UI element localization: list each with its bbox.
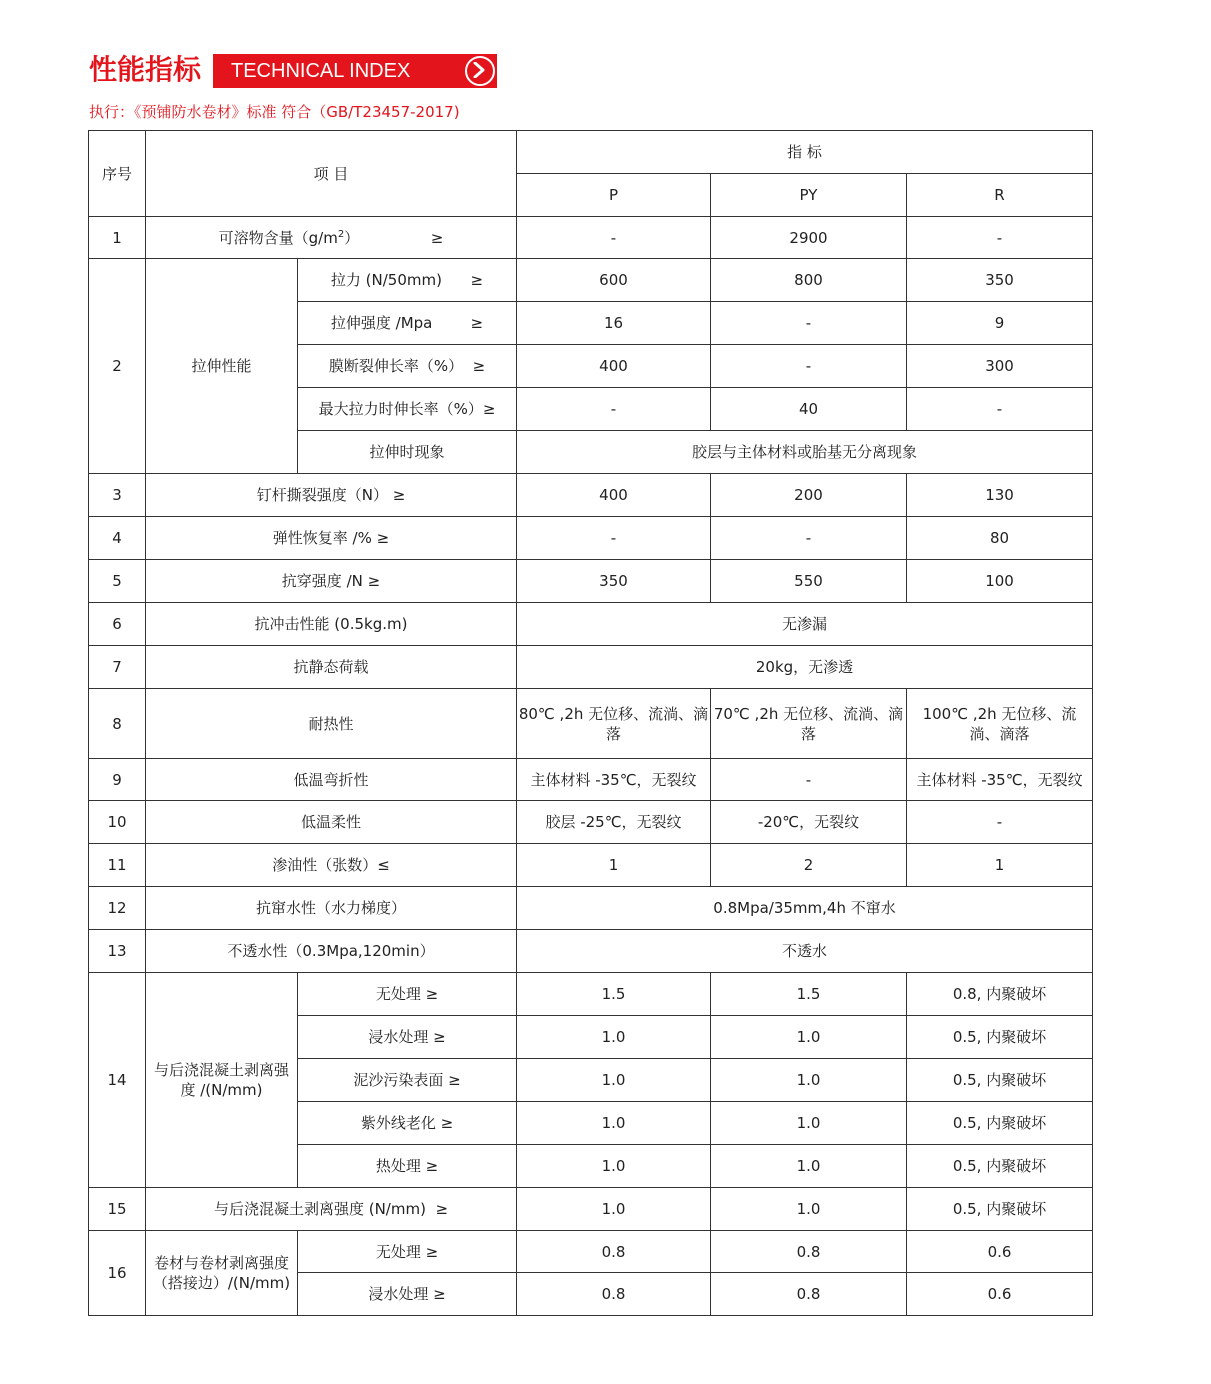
row-subitem: 浸水处理 ≥ [298, 1016, 517, 1059]
value-p: 1.0 [517, 1016, 711, 1059]
row-number: 6 [89, 603, 146, 646]
row-item: 低温柔性 [146, 801, 517, 844]
value-py: 1.5 [711, 973, 907, 1016]
chevron-right-icon[interactable] [465, 56, 495, 86]
value-py: 0.8 [711, 1273, 907, 1316]
header-p: P [517, 174, 711, 217]
row-group: 拉伸性能 [146, 259, 298, 474]
value-merged: 胶层与主体材料或胎基无分离现象 [517, 431, 1093, 474]
row-number: 16 [89, 1231, 146, 1316]
row-item: 耐热性 [146, 689, 517, 759]
value-merged: 无渗漏 [517, 603, 1093, 646]
row-item: 渗油性（张数）≤ [146, 844, 517, 887]
table-row [89, 560, 1093, 603]
chevron-right-icon-glyph [472, 62, 486, 78]
table-row [89, 1231, 1093, 1273]
row-item-tail: ） ≥ [344, 228, 444, 247]
row-subitem: 热处理 ≥ [298, 1145, 517, 1188]
table-row [89, 603, 1093, 646]
row-number: 2 [89, 259, 146, 474]
row-number: 11 [89, 844, 146, 887]
row-subitem: 拉伸时现象 [298, 431, 517, 474]
value-r: 300 [907, 345, 1093, 388]
value-p: 1.0 [517, 1188, 711, 1231]
page-title: 性能指标 [89, 53, 202, 86]
title-banner [213, 54, 497, 88]
row-number: 12 [89, 887, 146, 930]
value-p: 1 [517, 844, 711, 887]
table-row [89, 930, 1093, 973]
row-item: 抗静态荷载 [146, 646, 517, 689]
value-p: 16 [517, 302, 711, 345]
value-r: 80 [907, 517, 1093, 560]
value-r: - [907, 801, 1093, 844]
value-py: 1.0 [711, 1188, 907, 1231]
value-py: 40 [711, 388, 907, 431]
value-p: - [517, 517, 711, 560]
value-r: 主体材料 -35℃，无裂纹 [907, 759, 1093, 801]
value-p: 400 [517, 474, 711, 517]
table-row [89, 474, 1093, 517]
table-row [89, 887, 1093, 930]
row-subitem: 浸水处理 ≥ [298, 1273, 517, 1316]
value-py: - [711, 345, 907, 388]
row-subitem: 拉力 (N/50mm) ≥ [298, 259, 517, 302]
row-item-superscript: 2 [337, 228, 345, 240]
row-item: 抗穿强度 /N ≥ [146, 560, 517, 603]
value-p: 胶层 -25℃，无裂纹 [517, 801, 711, 844]
value-py: 2 [711, 844, 907, 887]
table-row [89, 259, 1093, 302]
value-py: - [711, 517, 907, 560]
value-py: 800 [711, 259, 907, 302]
value-p: 350 [517, 560, 711, 603]
technical-index-table [88, 130, 1093, 1316]
row-subitem: 泥沙污染表面 ≥ [298, 1059, 517, 1102]
value-py: 550 [711, 560, 907, 603]
value-py: 1.0 [711, 1102, 907, 1145]
value-py: 200 [711, 474, 907, 517]
row-item [146, 217, 517, 259]
row-subitem: 拉伸强度 /Mpa ≥ [298, 302, 517, 345]
row-number: 7 [89, 646, 146, 689]
value-py: 70℃ ,2h 无位移、流淌、滴落 [711, 689, 907, 759]
row-item: 抗窜水性（水力梯度） [146, 887, 517, 930]
table-row [89, 217, 1093, 259]
row-number: 13 [89, 930, 146, 973]
row-subitem: 无处理 ≥ [298, 1231, 517, 1273]
value-r: 0.8, 内聚破坏 [907, 973, 1093, 1016]
row-item-text: 可溶物含量（g/m [218, 228, 338, 247]
value-r: 0.5, 内聚破坏 [907, 1059, 1093, 1102]
value-py: 1.0 [711, 1145, 907, 1188]
table-row [89, 759, 1093, 801]
row-item: 弹性恢复率 /% ≥ [146, 517, 517, 560]
header-item: 项 目 [146, 131, 517, 217]
table-row [89, 844, 1093, 887]
title-english: TECHNICAL INDEX [231, 60, 411, 82]
row-number: 15 [89, 1188, 146, 1231]
header-py: PY [711, 174, 907, 217]
value-merged: 0.8Mpa/35mm,4h 不窜水 [517, 887, 1093, 930]
value-r: 130 [907, 474, 1093, 517]
standard-subtitle: 执行：《预铺防水卷材》标准 符合（GB/T23457-2017) [89, 103, 460, 121]
value-py: - [711, 759, 907, 801]
value-r: 0.6 [907, 1231, 1093, 1273]
row-number: 8 [89, 689, 146, 759]
value-py: - [711, 302, 907, 345]
row-item: 不透水性（0.3Mpa,120min） [146, 930, 517, 973]
row-number: 9 [89, 759, 146, 801]
table-row [89, 973, 1093, 1016]
value-r: 0.5, 内聚破坏 [907, 1016, 1093, 1059]
value-py: 1.0 [711, 1016, 907, 1059]
value-r: 0.5, 内聚破坏 [907, 1145, 1093, 1188]
value-py: -20℃，无裂纹 [711, 801, 907, 844]
row-item: 与后浇混凝土剥离强度 (N/mm) ≥ [146, 1188, 517, 1231]
value-p: - [517, 217, 711, 259]
row-number: 1 [89, 217, 146, 259]
value-p: 0.8 [517, 1273, 711, 1316]
row-subitem: 最大拉力时伸长率（%）≥ [298, 388, 517, 431]
row-number: 14 [89, 973, 146, 1188]
header-index: 指 标 [517, 131, 1093, 174]
value-p: 80℃ ,2h 无位移、流淌、滴落 [517, 689, 711, 759]
value-p: 主体材料 -35℃，无裂纹 [517, 759, 711, 801]
value-merged: 20kg，无渗透 [517, 646, 1093, 689]
row-group: 与后浇混凝土剥离强度 /(N/mm) [146, 973, 298, 1188]
value-r: 0.5, 内聚破坏 [907, 1188, 1093, 1231]
value-r: 0.6 [907, 1273, 1093, 1316]
value-p: 1.0 [517, 1102, 711, 1145]
value-p: 1.5 [517, 973, 711, 1016]
value-py: 0.8 [711, 1231, 907, 1273]
row-number: 4 [89, 517, 146, 560]
value-py: 2900 [711, 217, 907, 259]
value-r: - [907, 217, 1093, 259]
row-item: 低温弯折性 [146, 759, 517, 801]
value-py: 1.0 [711, 1059, 907, 1102]
value-p: 0.8 [517, 1231, 711, 1273]
value-r: 9 [907, 302, 1093, 345]
header-no: 序号 [89, 131, 146, 217]
value-r: 100℃ ,2h 无位移、流淌、滴落 [907, 689, 1093, 759]
row-item: 抗冲击性能 (0.5kg.m) [146, 603, 517, 646]
table-row [89, 689, 1093, 759]
value-p: 1.0 [517, 1059, 711, 1102]
table-row [89, 517, 1093, 560]
row-item: 钉杆撕裂强度（N） ≥ [146, 474, 517, 517]
value-p: 400 [517, 345, 711, 388]
value-p: 1.0 [517, 1145, 711, 1188]
value-r: - [907, 388, 1093, 431]
row-subitem: 无处理 ≥ [298, 973, 517, 1016]
header-r: R [907, 174, 1093, 217]
table-row [89, 801, 1093, 844]
table-row [89, 1188, 1093, 1231]
value-r: 350 [907, 259, 1093, 302]
value-merged: 不透水 [517, 930, 1093, 973]
row-number: 10 [89, 801, 146, 844]
value-r: 0.5, 内聚破坏 [907, 1102, 1093, 1145]
row-subitem: 紫外线老化 ≥ [298, 1102, 517, 1145]
value-r: 1 [907, 844, 1093, 887]
value-p: - [517, 388, 711, 431]
table-header-row [89, 131, 1093, 174]
table-row [89, 646, 1093, 689]
row-subitem: 膜断裂伸长率（%） ≥ [298, 345, 517, 388]
row-number: 5 [89, 560, 146, 603]
value-p: 600 [517, 259, 711, 302]
value-r: 100 [907, 560, 1093, 603]
row-group: 卷材与卷材剥离强度（搭接边）/(N/mm) [146, 1231, 298, 1316]
row-number: 3 [89, 474, 146, 517]
